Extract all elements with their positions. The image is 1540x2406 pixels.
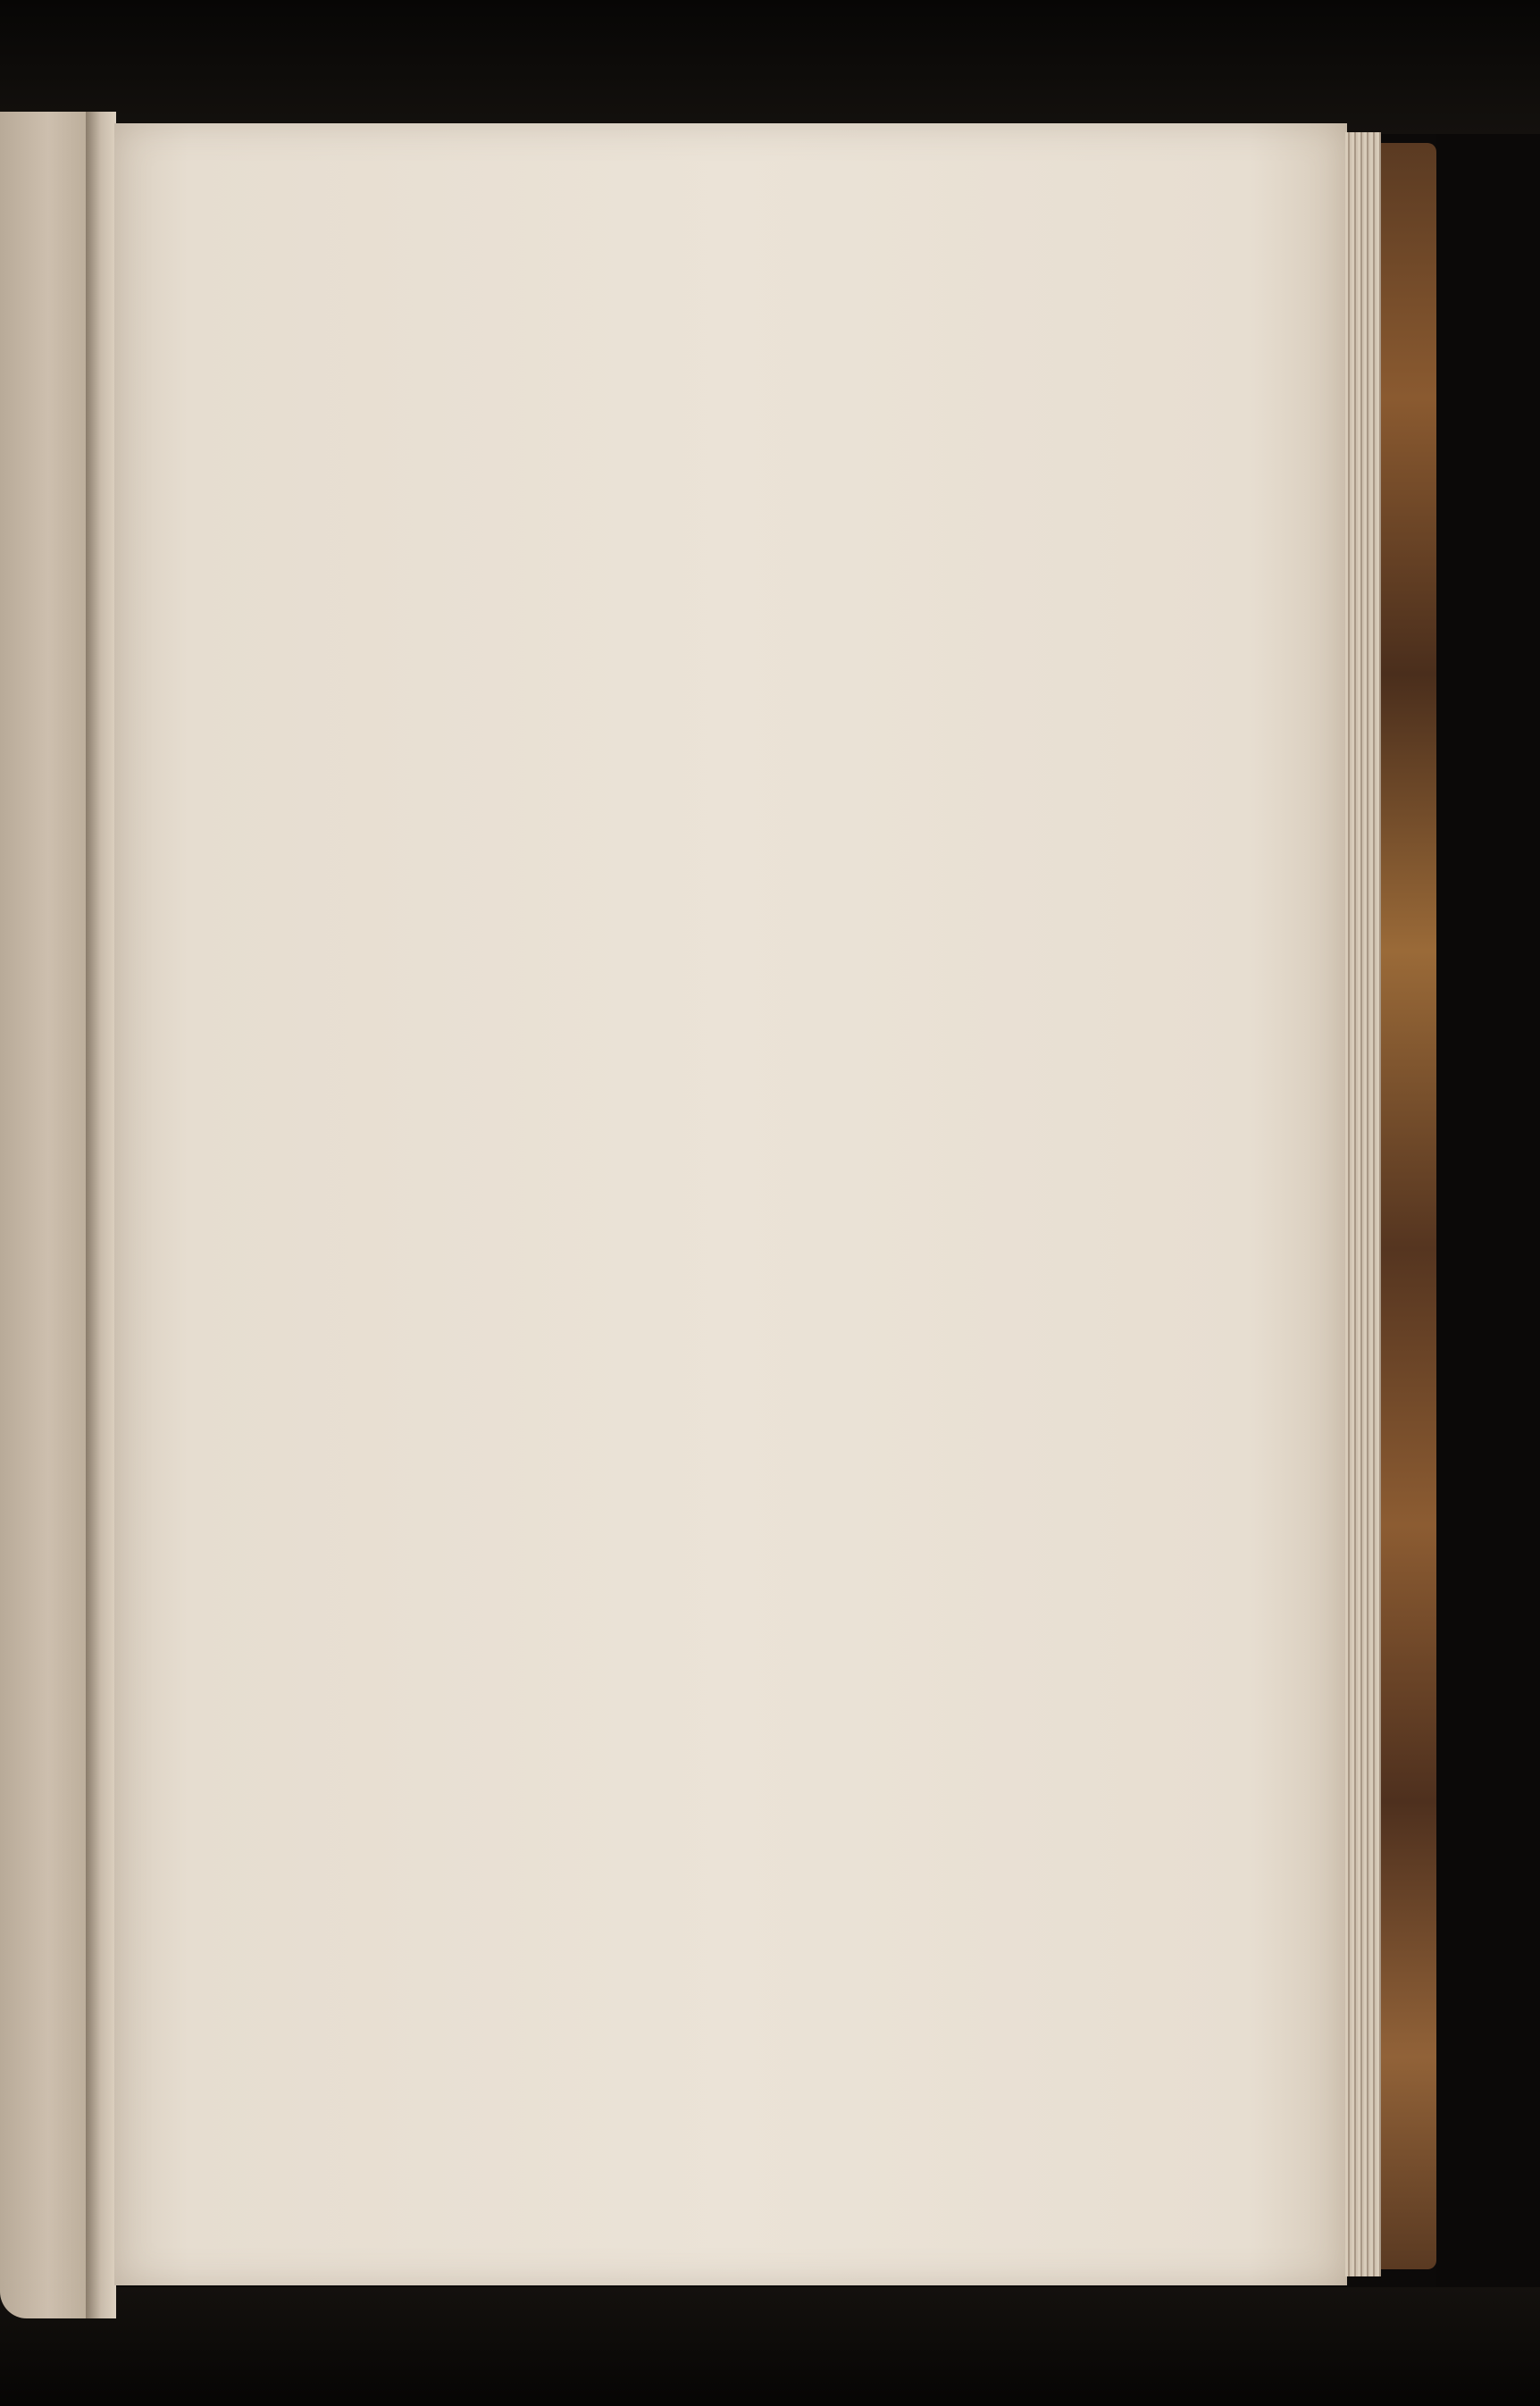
book-page: [114, 123, 1347, 2285]
book-cover-marbled: [1381, 143, 1436, 2269]
book-gutter: [86, 112, 116, 2318]
photo-background-right: [1436, 134, 1540, 2287]
previous-page-edge: [0, 112, 88, 2318]
previous-page-text-fragments: [2, 112, 86, 2318]
page-edges: [1345, 132, 1381, 2276]
photo-background-top: [0, 0, 1540, 134]
photo-background-bottom: [0, 2287, 1540, 2406]
